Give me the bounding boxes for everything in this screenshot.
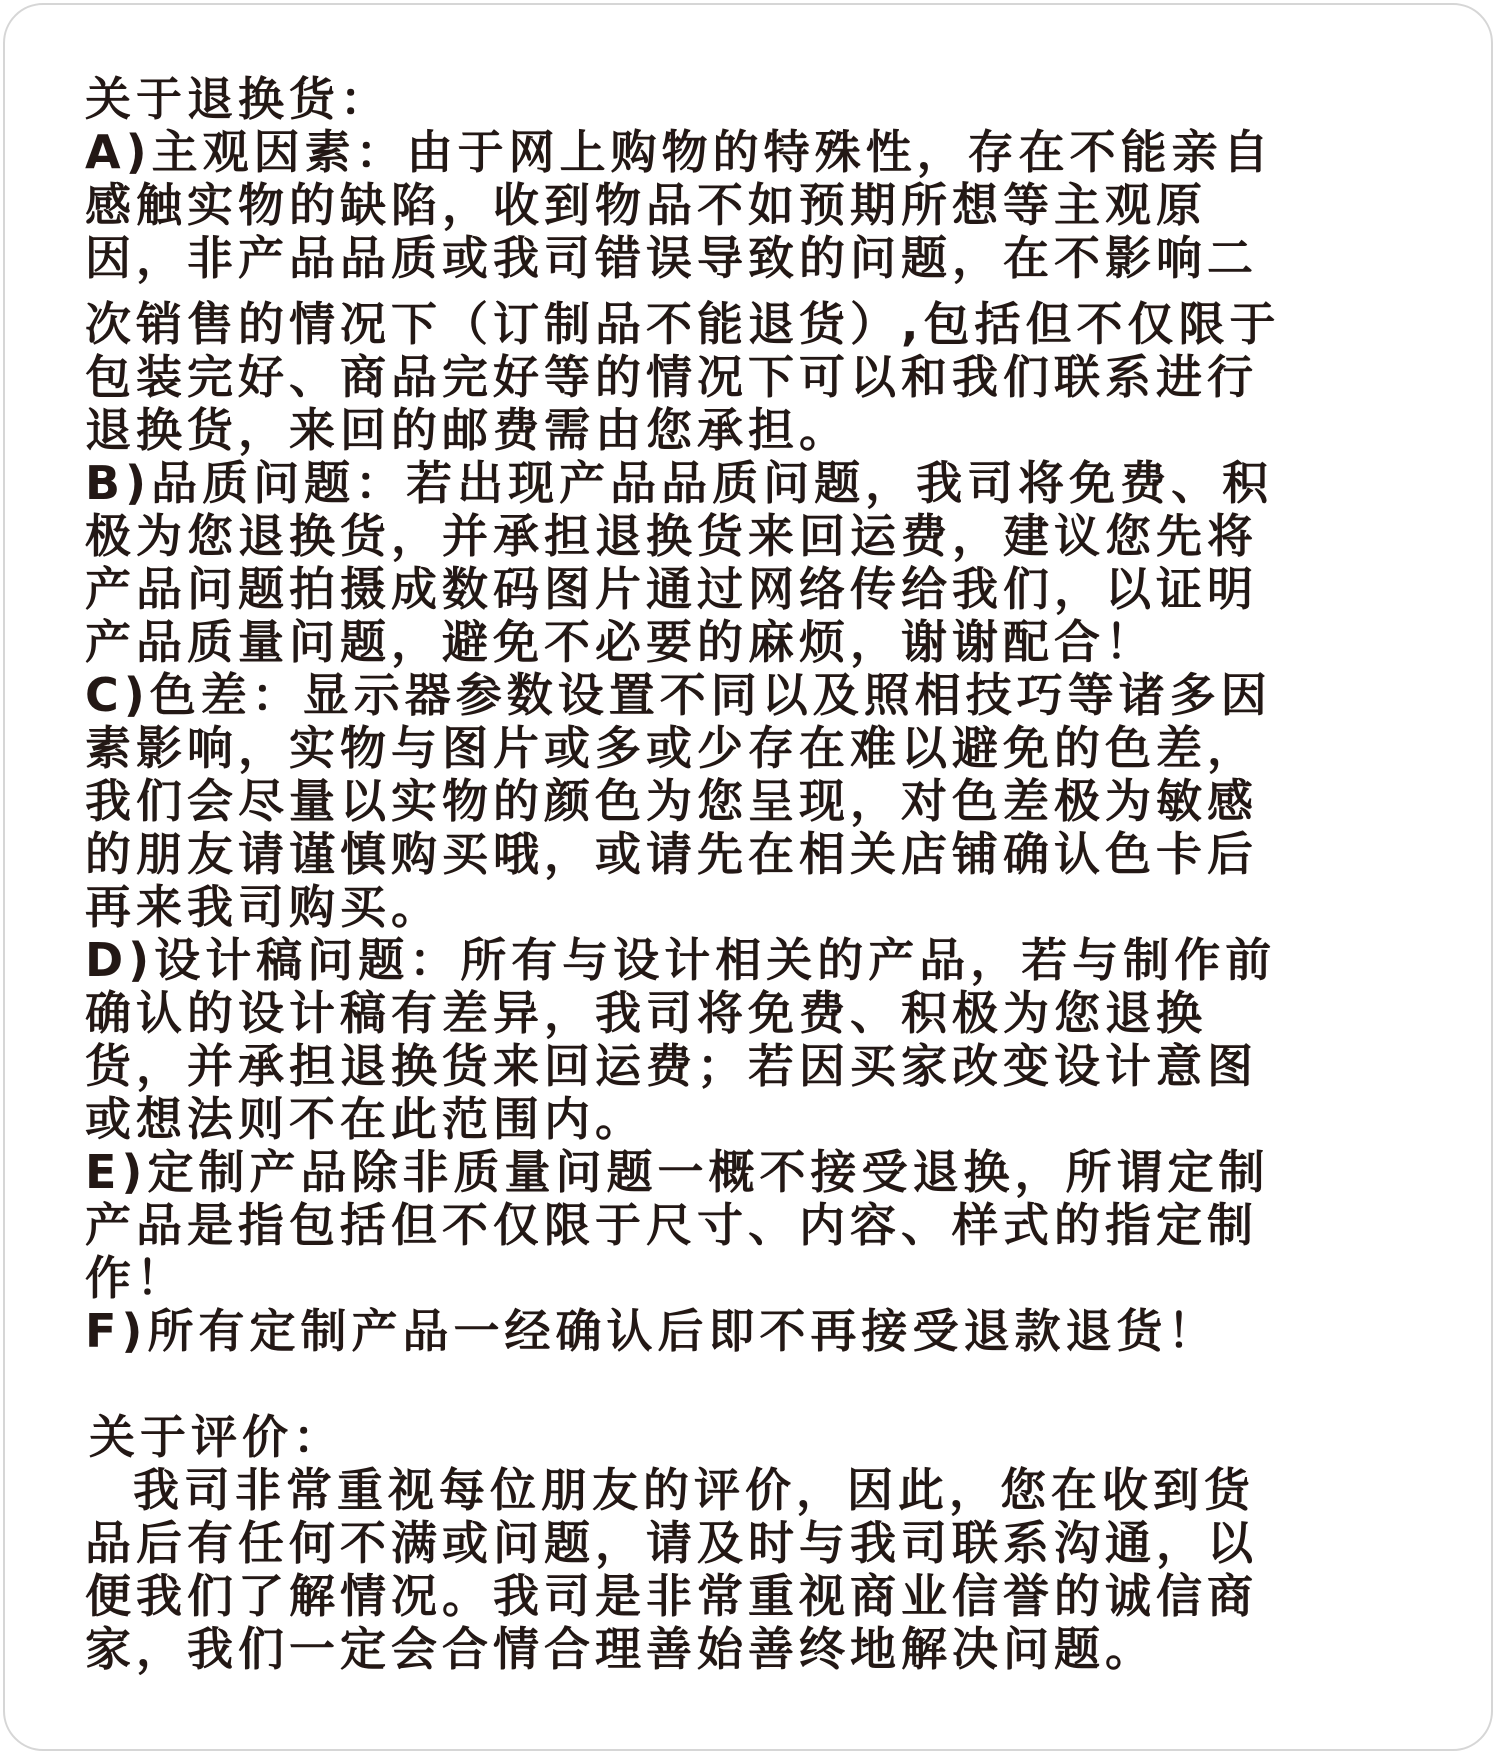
returns-line: 的朋友请谨慎购买哦，或请先在相关店铺确认色卡后 <box>85 827 1258 881</box>
notice-card <box>3 3 1493 1751</box>
returns-line: 产品问题拍摄成数码图片通过网络传给我们，以证明 <box>85 562 1258 616</box>
returns-line: C)色差：显示器参数设置不同以及照相技巧等诸多因 <box>85 668 1272 722</box>
returns-line: 或想法则不在此范围内。 <box>85 1092 646 1146</box>
returns-line: 素影响，实物与图片或多或少存在难以避免的色差， <box>85 721 1258 775</box>
returns-line: F)所有定制产品一经确认后即不再接受退款退货！ <box>85 1304 1219 1358</box>
reviews-line: 我司非常重视每位朋友的评价，因此，您在收到货 <box>133 1463 1255 1517</box>
returns-line: 次销售的情况下（订制品不能退货）,包括但不仅限于 <box>85 297 1281 351</box>
returns-line: 货，并承担退换货来回运费；若因买家改变设计意图 <box>85 1039 1258 1093</box>
returns-line: E)定制产品除非质量问题一概不接受退换，所谓定制 <box>85 1145 1270 1199</box>
returns-line: 我们会尽量以实物的颜色为您呈现，对色差极为敏感 <box>85 774 1258 828</box>
returns-line: 退换货，来回的邮费需由您承担。 <box>85 403 850 457</box>
reviews-heading: 关于评价： <box>89 1410 344 1464</box>
reviews-line: 品后有任何不满或问题，请及时与我司联系沟通，以 <box>85 1516 1258 1570</box>
reviews-line: 家，我们一定会合情合理善始善终地解决问题。 <box>85 1622 1156 1676</box>
notice-content <box>85 73 1425 1676</box>
returns-line: A)主观因素：由于网上购物的特殊性，存在不能亲自 <box>85 125 1274 179</box>
returns-line: 因，非产品品质或我司错误导致的问题，在不影响二 <box>85 231 1258 285</box>
reviews-line: 便我们了解情况。我司是非常重视商业信誉的诚信商 <box>85 1569 1258 1623</box>
returns-line: D)设计稿问题：所有与设计相关的产品，若与制作前 <box>85 933 1277 987</box>
returns-line: 产品是指包括但不仅限于尺寸、内容、样式的指定制 <box>85 1198 1258 1252</box>
returns-line: 包装完好、商品完好等的情况下可以和我们联系进行 <box>85 350 1258 404</box>
returns-heading: 关于退换货： <box>85 72 391 126</box>
returns-line: 确认的设计稿有差异，我司将免费、积极为您退换 <box>85 986 1207 1040</box>
returns-line: 产品质量问题，避免不必要的麻烦，谢谢配合！ <box>85 615 1156 669</box>
returns-line: 极为您退换货，并承担退换货来回运费，建议您先将 <box>85 509 1258 563</box>
returns-line: 再来我司购买。 <box>85 880 442 934</box>
returns-line: 感触实物的缺陷，收到物品不如预期所想等主观原 <box>85 178 1207 232</box>
section-spacer <box>85 1358 1425 1411</box>
returns-line: 作！ <box>85 1251 187 1305</box>
returns-line: B)品质问题：若出现产品品质问题，我司将免费、积 <box>85 456 1274 510</box>
